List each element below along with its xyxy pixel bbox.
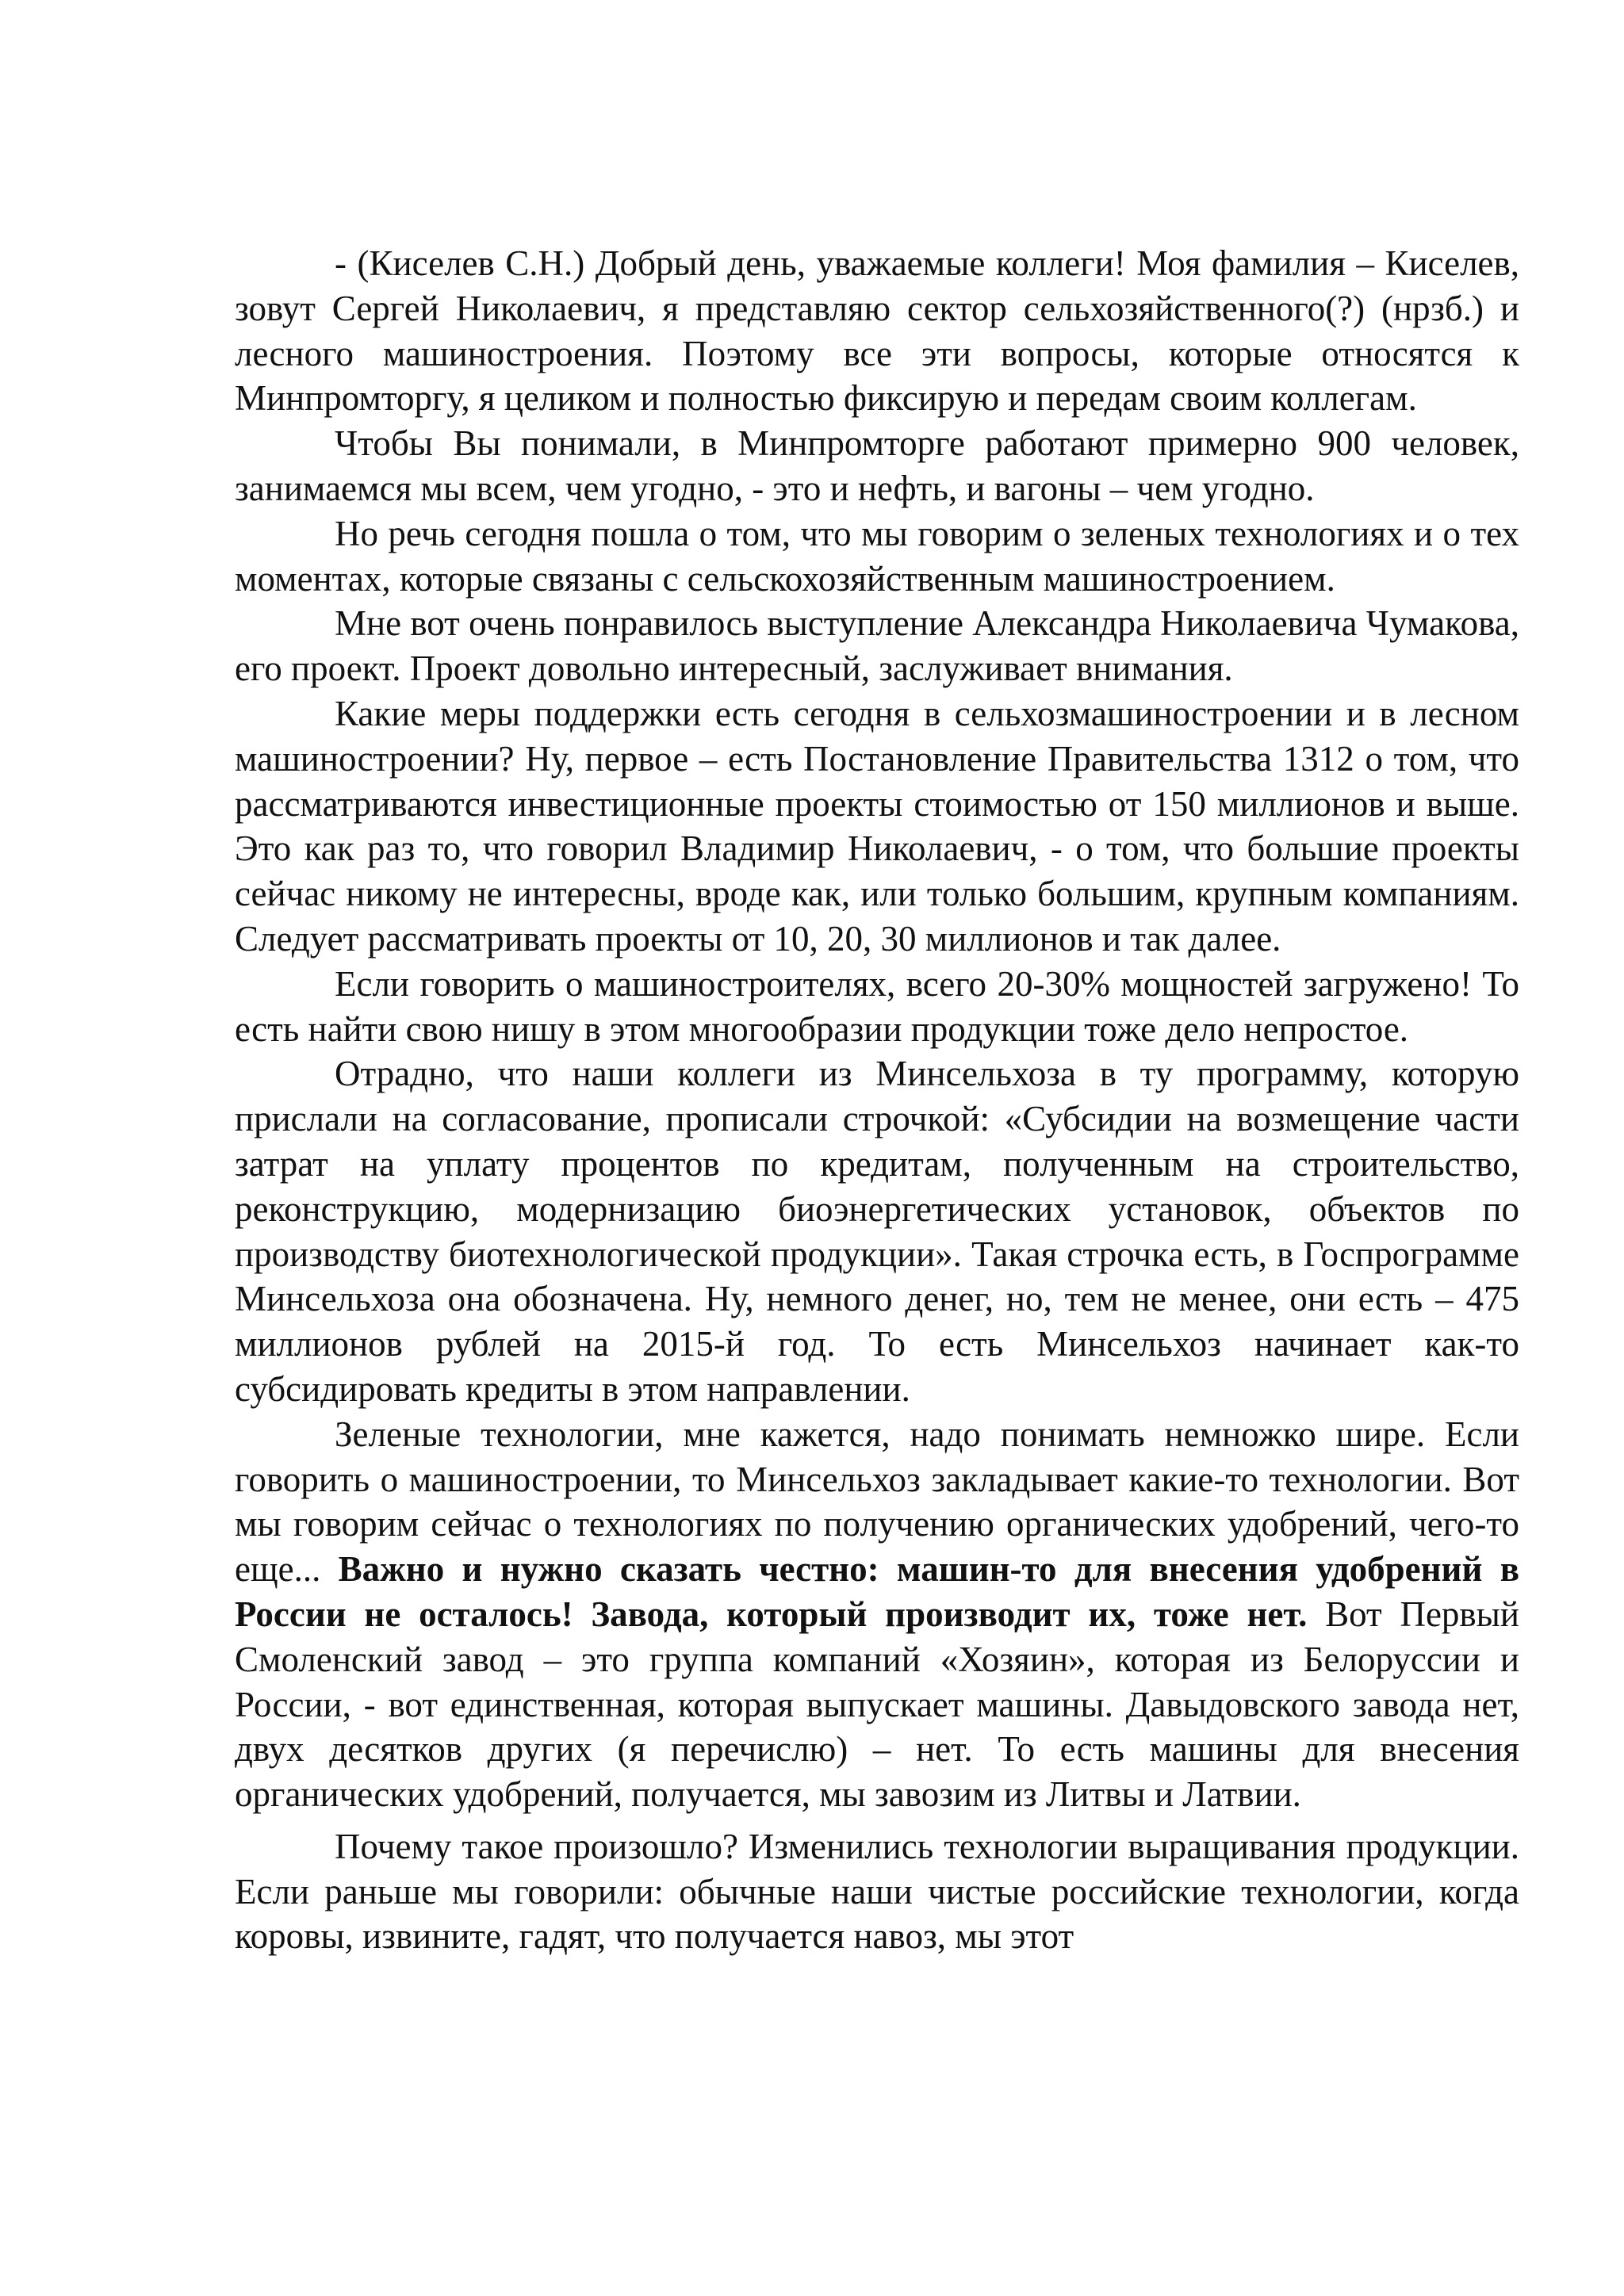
- paragraph-4: Мне вот очень понравилось выступление Александра Николаевича Чумакова, его проект. Проект довольно интересный, заслуживает внимания.: [235, 603, 1519, 689]
- paragraph-2: Чтобы Вы понимали, в Минпромторге работают примерно 900 человек, занимаемся мы всем, чем угодно, - это и нефть, и вагоны – чем угодно.: [235, 423, 1519, 508]
- paragraph-8: [235, 1412, 1519, 1817]
- paragraph-1: - (Киселев С.Н.) Добрый день, уважаемые коллеги! Моя фамилия – Киселев, зовут Сергей Николаевич, я представляю сектор сельхозяйственного(?) (нрзб.) и лесного машиностроения. Поэтому все эти вопросы, которые относятся к Минпромторгу, я целиком и полностью фиксирую и передам своим коллегам.: [235, 243, 1519, 419]
- paragraph-8-text-before: Зеленые технологии, мне кажется, надо понимать немножко шире. Если говорить о машиностроении, то Минсельхоз закладывает какие-то технологии. Вот мы говорим сейчас о технологиях по получению органических удобрений, чего-то еще...: [235, 1414, 1519, 1590]
- paragraph-6: Если говорить о машиностроителях, всего 20-30% мощностей загружено! То есть найти свою нишу в этом многообразии продукции тоже дело непростое.: [235, 963, 1519, 1049]
- paragraph-9: Почему такое произошло? Изменились технологии выращивания продукции. Если раньше мы говорили: обычные наши чистые российские технологии, когда коровы, извините, гадят, что получается навоз, мы этот: [235, 1826, 1519, 1957]
- paragraph-8-bold-statement: Важно и нужно сказать честно: машин-то для внесения удобрений в России не осталось! Завода, который производит их, тоже нет.: [235, 1549, 1519, 1634]
- paragraph-5: Какие меры поддержки есть сегодня в сельхозмашиностроении и в лесном машиностроении? Ну, первое – есть Постановление Правительства 1312 о том, что рассматриваются инвестиционные проекты стоимостью от 150 миллионов и выше. Это как раз то, что говорил Владимир Николаевич, - о том, что большие проекты сейчас никому не интересны, вроде как, или только большим, крупным компаниям. Следует рассматривать проекты от 10, 20, 30 миллионов и так далее.: [235, 693, 1519, 959]
- document-page: [235, 241, 1519, 1959]
- paragraph-7: Отрадно, что наши коллеги из Минсельхоза в ту программу, которую прислали на согласование, прописали строчкой: «Субсидии на возмещение части затрат на уплату процентов по кредитам, полученным на строительство, реконструкцию, модернизацию биоэнергетических установок, объектов по производству биотехнологической продукции». Такая строчка есть, в Госпрограмме Минсельхоза она обозначена. Ну, немного денег, но, тем не менее, они есть – 475 миллионов рублей на 2015-й год. То есть Минсельхоз начинает как-то субсидировать кредиты в этом направлении.: [235, 1054, 1519, 1409]
- paragraph-3: Но речь сегодня пошла о том, что мы говорим о зеленых технологиях и о тех моментах, которые связаны с сельскохозяйственным машиностроением.: [235, 513, 1519, 599]
- paragraph-8-text-after: Вот Первый Смоленский завод – это группа компаний «Хозяин», которая из Белоруссии и России, - вот единственная, которая выпускает машины. Давыдовского завода нет, двух десятков других (я перечислю) – нет. То есть машины для внесения органических удобрений, получается, мы завозим из Литвы и Латвии.: [235, 1594, 1519, 1815]
